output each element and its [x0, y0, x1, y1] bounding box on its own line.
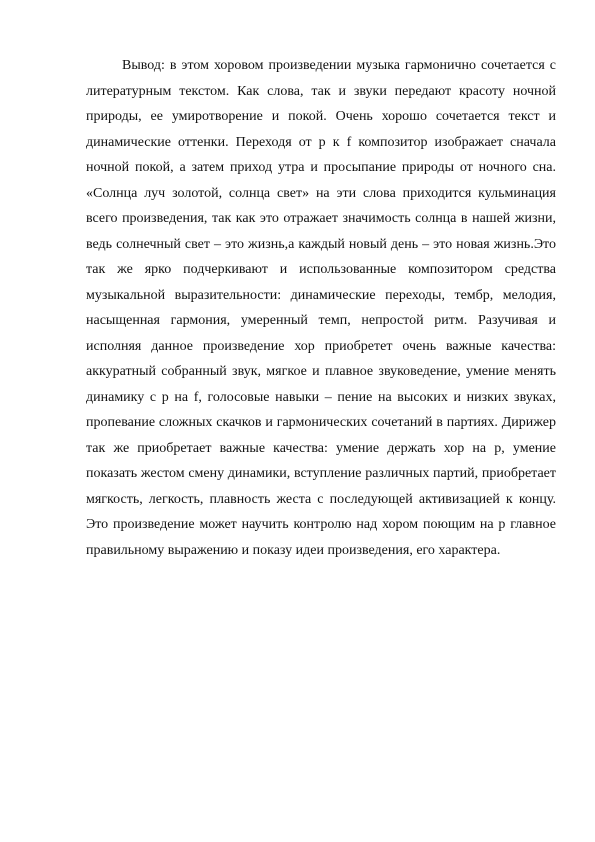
conclusion-paragraph [86, 53, 556, 563]
paragraph-line: природы, ее умиротворение и покой. Очень хорошо сочетается текст и [86, 109, 556, 124]
paragraph-line: ночной покой, а затем приход утра и просыпание природы от ночного сна. [86, 160, 556, 175]
paragraph-line: ведь солнечный свет – это жизнь,а каждый новый день – это новая жизнь.Это [86, 236, 556, 252]
paragraph-line: Это произведение может научить контролю над хором поющим на p главное [86, 517, 556, 532]
paragraph-line: мягкость, легкость, плавность жеста с последующей активизацией к концу. [86, 491, 556, 507]
paragraph-line: динамические оттенки. Переходя от p к f композитор изображает сначала [86, 134, 556, 150]
paragraph-line: «Солнца луч золотой, солнца свет» на эти слова приходится кульминация [86, 185, 556, 201]
paragraph-line: динамику с p на f, голосовые навыки – пение на высоких и низких звуках, [86, 389, 556, 405]
paragraph-line: музыкальной выразительности: динамические переходы, тембр, мелодия, [86, 287, 556, 303]
paragraph-line: правильному выражению и показу идеи произведения, его характера. [86, 542, 501, 558]
paragraph-line: так же ярко подчеркивают и использованные композитором средства [86, 262, 556, 277]
paragraph-line: литературным текстом. Как слова, так и звуки передают красоту ночной [86, 83, 556, 99]
paragraph-line: насыщенная гармония, умеренный темп, непростой ритм. Разучивая и [86, 313, 556, 328]
paragraph-line: аккуратный собранный звук, мягкое и плавное звуковедение, умение менять [86, 364, 556, 379]
paragraph-line: всего произведения, так как это отражает значимость солнца в нашей жизни, [86, 211, 556, 226]
paragraph-line: показать жестом смену динамики, вступление различных партий, приобретает [86, 466, 556, 481]
paragraph-line: исполняя данное произведение хор приобретет очень важные качества: [86, 338, 556, 354]
paragraph-line: пропевание сложных скачков и гармонических сочетаний в партиях. Дирижер [86, 415, 556, 430]
paragraph-line: Вывод: в этом хоровом произведении музыка гармонично сочетается с [122, 58, 556, 73]
paragraph-line: так же приобретает важные качества: умение держать хор на p, умение [86, 440, 556, 456]
